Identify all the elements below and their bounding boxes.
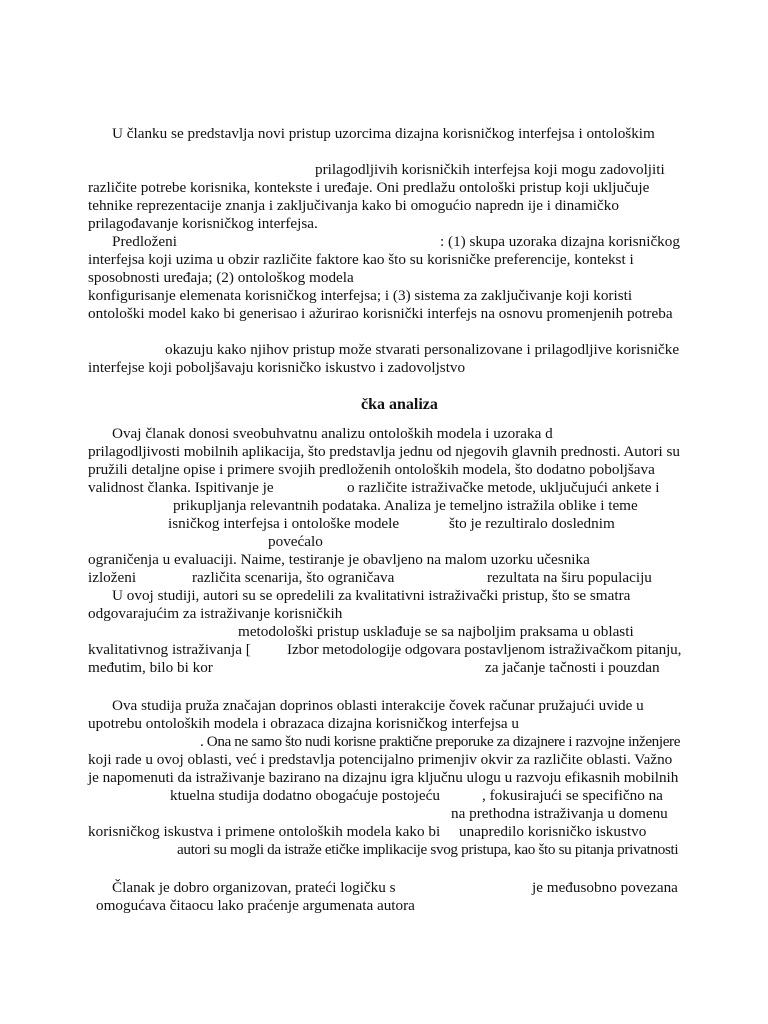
- text-line: prikupljanja relevantnih podataka. Analiza je temeljno istražila oblike i teme: [173, 497, 638, 514]
- text-line: na prethodna istraživanja u domenu: [451, 805, 668, 822]
- text-line: okazuju kako njihov pristup može stvarati personalizovane i prilagodljive korisničke: [165, 341, 680, 358]
- section-heading: čka analiza: [361, 396, 438, 413]
- text-line: prilagođavanje korisničkog interfejsa.: [88, 215, 318, 232]
- text-line: U članku se predstavlja novi pristup uzorcima dizajna korisničkog interfejsa i ontološkim: [112, 125, 655, 142]
- text-line: isničkog interfejsa i ontološke modele: [168, 515, 400, 532]
- text-line: za jačanje tačnosti i pouzdan: [485, 659, 660, 676]
- text-line: pružili detaljne opise i primere svojih predloženih ontoloških modela, što dodatno poboljšava: [88, 461, 655, 478]
- text-line: prilagodljivosti mobilnih aplikacija, što predstavlja jednu od njegovih glavnih prednosti. Autori su: [88, 443, 680, 460]
- text-line: odgovarajućim za istraživanje korisničkih: [88, 605, 343, 622]
- text-line: međutim, bilo bi kor: [88, 659, 213, 676]
- text-line: različita scenarija, što ograničava: [192, 569, 395, 586]
- text-line: , fokusirajući se specifično na: [482, 787, 663, 804]
- text-line: sposobnosti uređaja; (2) ontološkog modela: [88, 269, 354, 286]
- text-line: tehnike reprezentacije znanja i zaključivanja kako bi omogućio napredn ije i dinamičko: [88, 197, 619, 214]
- text-line: povećalo: [268, 533, 323, 550]
- text-line: interfejsa koji uzima u obzir različite faktore kao što su korisničke preferencije, kontekst i: [88, 251, 634, 268]
- text-line: Izbor metodologije odgovara postavljenom istraživačkom pitanju,: [287, 641, 682, 658]
- text-line: različite potrebe korisnika, kontekste i uređaje. Oni predlažu ontološki pristup koji uključuje: [88, 179, 650, 196]
- text-line: upotrebu ontoloških modela i obrazaca dizajna korisničkog interfejsa u: [88, 715, 520, 732]
- text-line: ograničenja u evaluaciji. Naime, testiranje je obavljeno na malom uzorku učesnika: [88, 551, 590, 568]
- text-line: . Ona ne samo što nudi korisne praktične preporuke za dizajnere i razvojne inženjere: [200, 733, 681, 750]
- text-line: je napomenuti da istraživanje bazirano na dizajnu igra ključnu ulogu u razvoju efikasnih mobilnih: [88, 769, 679, 786]
- text-line: što je rezultiralo doslednim: [449, 515, 615, 532]
- text-line: kvalitativnog istraživanja [: [88, 641, 251, 658]
- text-line: validnost članka. Ispitivanje je: [88, 479, 274, 496]
- text-line: je međusobno povezana: [532, 879, 678, 896]
- text-line: koji rade u ovoj oblasti, već i predstavlja potencijalno primenjiv okvir za različite oblasti. Važno: [88, 751, 673, 768]
- text-line: prilagodljivih korisničkih interfejsa koji mogu zadovoljiti: [315, 161, 665, 178]
- text-line: Ova studija pruža značajan doprinos oblasti interakcije čovek računar pružajući uvide u: [112, 697, 644, 714]
- text-line: konfigurisanje elemenata korisničkog interfejsa; i (3) sistema za zaključivanje koji koristi: [88, 287, 633, 304]
- text-line: Ovaj članak donosi sveobuhvatnu analizu ontoloških modela i uzoraka d: [112, 425, 553, 442]
- text-line: izloženi: [88, 569, 137, 586]
- text-line: o različite istraživačke metode, uključujući ankete i: [347, 479, 660, 496]
- text-line: Članak je dobro organizovan, prateći logičku s: [112, 879, 396, 896]
- text-line: ontološki model kako bi generisao i ažurirao korisnički interfejs na osnovu promenjenih potreba: [88, 305, 673, 322]
- text-line: : (1) skupa uzoraka dizajna korisničkog: [440, 233, 680, 250]
- text-line: Predloženi: [112, 233, 177, 250]
- text-line: ktuelna studija dodatno obogaćuje postojeću: [170, 787, 440, 804]
- text-line: korisničkog iskustva i primene ontoloških modela kako bi: [88, 823, 441, 840]
- text-line: omogućava čitaocu lako praćenje argumenata autora: [96, 897, 415, 914]
- text-line: unapredilo korisničko iskustvo: [459, 823, 647, 840]
- text-line: U ovoj studiji, autori su se opredelili za kvalitativni istraživački pristup, što se smatra: [112, 587, 631, 604]
- text-line: autori su mogli da istraže etičke implikacije svog pristupa, kao što su pitanja privatnosti: [177, 841, 679, 858]
- text-line: rezultata na širu populaciju: [487, 569, 652, 586]
- text-line: interfejse koji poboljšavaju korisničko iskustvo i zadovoljstvo: [88, 359, 466, 376]
- text-line: metodološki pristup usklađuje se sa najboljim praksama u oblasti: [238, 623, 634, 640]
